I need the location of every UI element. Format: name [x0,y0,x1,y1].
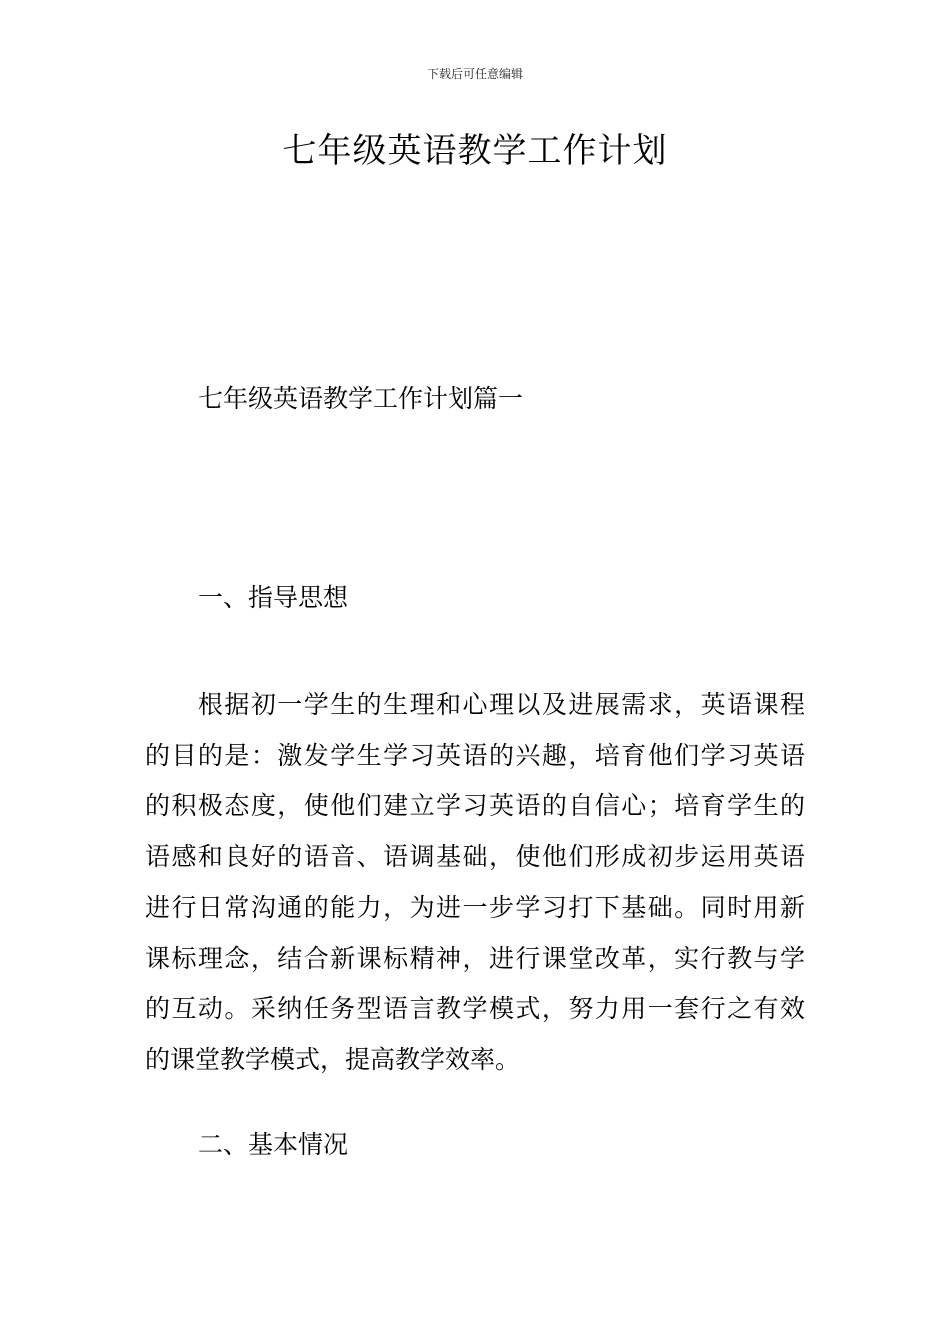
paragraph-line: 的互动。采纳任务型语言教学模式，努力用一套行之有效 [145,994,805,1024]
section-heading-guiding-ideology: 一、指导思想 [198,583,349,612]
section-heading-basic-situation: 二、基本情况 [198,1130,349,1159]
paragraph-line: 的目的是：激发学生学习英语的兴趣，培育他们学习英语 [145,740,805,770]
document-subtitle: 七年级英语教学工作计划篇一 [198,384,524,413]
paragraph-line: 的积极态度，使他们建立学习英语的自信心；培育学生的 [145,791,805,821]
paragraph-line: 进行日常沟通的能力，为进一步学习打下基础。同时用新 [145,892,805,922]
paragraph-line: 语感和良好的语音、语调基础，使他们形成初步运用英语 [145,842,805,872]
section-paragraph-guiding-ideology [145,680,805,1086]
paragraph-line: 的课堂教学模式，提高教学效率。 [145,1044,521,1074]
header-note: 下载后可任意编辑 [426,67,523,81]
document-title: 七年级英语教学工作计划 [282,131,668,171]
paragraph-line: 根据初一学生的生理和心理以及进展需求，英语课程 [145,690,805,719]
paragraph-line: 课标理念，结合新课标精神，进行课堂改革，实行教与学 [145,943,805,973]
